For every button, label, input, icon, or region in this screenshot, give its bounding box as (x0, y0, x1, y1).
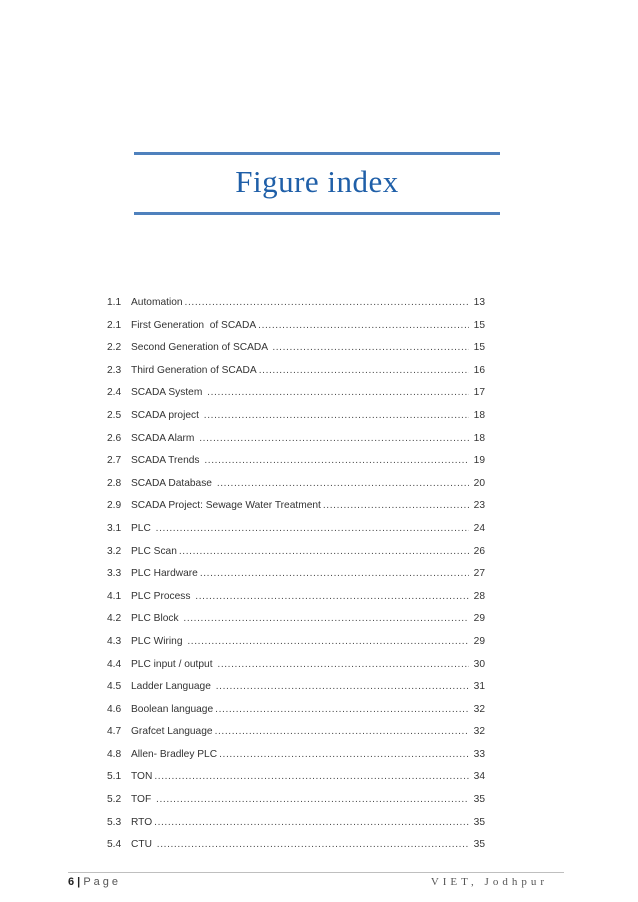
toc-entry-label: Grafcet Language (131, 726, 213, 738)
page-title: Figure index (235, 164, 399, 199)
toc-entry-number: 4.5 (107, 681, 122, 693)
toc-entry-label: PLC Hardware (131, 568, 198, 580)
toc-entry-page: 35 (473, 839, 485, 851)
toc-entry-page: 32 (473, 726, 485, 738)
toc-entry-page: 24 (473, 522, 485, 534)
toc-entry-page: 15 (473, 342, 485, 354)
toc-entry-number: 5.4 (107, 839, 122, 851)
toc-entry-label: Automation (131, 297, 183, 308)
toc-entry-number: 2.4 (107, 387, 122, 399)
toc-entry-page: 31 (473, 681, 485, 693)
toc-entry[interactable] (107, 704, 485, 727)
toc-entry-page: 13 (473, 297, 485, 308)
toc-dot-leader (219, 749, 469, 760)
footer-separator: | (74, 876, 84, 888)
toc-entry-number: 5.2 (107, 794, 122, 806)
toc-entry-page: 29 (473, 635, 485, 647)
toc-entry[interactable] (107, 771, 485, 794)
toc-dot-leader (183, 613, 469, 624)
toc-entry-page: 23 (473, 500, 485, 512)
toc-entry-page: 15 (473, 319, 485, 331)
toc-entry-label: TOF (131, 794, 155, 806)
toc-entry-number: 2.7 (107, 455, 122, 467)
toc-entry-label: RTO (131, 816, 153, 828)
toc-entry-number: 4.6 (107, 703, 122, 715)
toc-entry-label: PLC (131, 522, 154, 534)
toc-entry[interactable] (107, 523, 485, 546)
toc-entry-number: 4.3 (107, 635, 122, 647)
toc-entry-page: 34 (473, 771, 485, 783)
toc-entry-number: 3.1 (107, 522, 122, 534)
footer-page-label (68, 876, 121, 888)
toc-dot-leader (187, 636, 469, 647)
toc-dot-leader (195, 591, 469, 602)
footer-divider (68, 872, 564, 873)
toc-entry-label: First Generation of SCADA (131, 319, 257, 331)
toc-entry-label: SCADA Project: Sewage Water Treatment (131, 500, 321, 512)
toc-entry-page: 18 (473, 432, 485, 444)
toc-entry-label: Allen- Bradley PLC (131, 748, 218, 760)
toc-entry[interactable] (107, 478, 485, 501)
toc-entry[interactable] (107, 591, 485, 614)
toc-entry[interactable] (107, 817, 485, 840)
toc-dot-leader (217, 478, 469, 489)
title-rule-bottom (134, 212, 500, 215)
toc-entry-page: 17 (473, 387, 485, 399)
toc-entry[interactable] (107, 659, 485, 682)
footer-page-number: 6 (68, 876, 75, 888)
figure-index-list (107, 297, 485, 862)
toc-entry-page: 30 (473, 658, 485, 670)
toc-entry-label: PLC Block (131, 613, 182, 625)
toc-entry-page: 16 (473, 364, 485, 376)
toc-entry-label: Boolean language (131, 703, 214, 715)
toc-entry[interactable] (107, 320, 485, 343)
toc-entry-number: 4.1 (107, 590, 122, 602)
toc-dot-leader (323, 500, 469, 511)
toc-dot-leader (272, 342, 469, 353)
toc-entry-number: 4.2 (107, 613, 122, 625)
toc-entry-label: SCADA Database (131, 477, 215, 489)
toc-entry[interactable] (107, 410, 485, 433)
toc-entry-number: 4.7 (107, 726, 122, 738)
toc-entry-label: PLC input / output (131, 658, 216, 670)
toc-entry[interactable] (107, 387, 485, 410)
toc-entry[interactable] (107, 297, 485, 320)
toc-entry-label: TON (131, 771, 153, 783)
toc-dot-leader (204, 455, 469, 466)
toc-entry-page: 27 (473, 568, 485, 580)
toc-dot-leader (216, 681, 469, 692)
toc-entry[interactable] (107, 794, 485, 817)
toc-entry-page: 20 (473, 477, 485, 489)
toc-dot-leader (156, 523, 469, 534)
toc-entry-page: 29 (473, 613, 485, 625)
toc-dot-leader (215, 726, 469, 737)
toc-entry-number: 5.3 (107, 816, 122, 828)
toc-dot-leader (259, 365, 469, 376)
toc-entry[interactable] (107, 342, 485, 365)
toc-entry-label: Second Generation of SCADA (131, 342, 271, 354)
toc-dot-leader (204, 410, 469, 421)
toc-entry-label: PLC Process (131, 590, 194, 602)
toc-entry-number: 2.8 (107, 477, 122, 489)
toc-entry[interactable] (107, 455, 485, 478)
toc-entry[interactable] (107, 500, 485, 523)
toc-entry-page: 35 (473, 816, 485, 828)
toc-entry[interactable] (107, 681, 485, 704)
footer-institution: VIET, Jodhpur (430, 876, 548, 888)
toc-entry-page: 18 (473, 409, 485, 421)
toc-entry-label: SCADA project (131, 409, 202, 421)
toc-dot-leader (215, 704, 469, 715)
toc-entry-page: 26 (473, 545, 485, 557)
toc-entry-number: 4.8 (107, 748, 122, 760)
toc-dot-leader (156, 794, 469, 805)
toc-entry-label: PLC Wiring (131, 635, 186, 647)
toc-entry-label: Ladder Language (131, 681, 214, 693)
toc-dot-leader (199, 433, 469, 444)
toc-dot-leader (154, 817, 469, 828)
toc-entry-number: 1.1 (107, 297, 122, 308)
toc-entry-number: 3.2 (107, 545, 122, 557)
toc-dot-leader (179, 546, 469, 557)
toc-entry[interactable] (107, 839, 485, 862)
toc-entry-label: Third Generation of SCADA (131, 364, 257, 376)
toc-entry[interactable] (107, 365, 485, 388)
toc-entry-number: 4.4 (107, 658, 122, 670)
toc-entry-number: 2.3 (107, 364, 122, 376)
toc-dot-leader (207, 387, 469, 398)
toc-dot-leader (154, 771, 469, 782)
toc-dot-leader (258, 320, 469, 331)
toc-entry[interactable] (107, 433, 485, 456)
toc-entry-number: 3.3 (107, 568, 122, 580)
toc-entry-page: 32 (473, 703, 485, 715)
toc-entry[interactable] (107, 726, 485, 749)
toc-entry-page: 28 (473, 590, 485, 602)
title-rule-top (134, 152, 500, 155)
toc-entry-number: 2.2 (107, 342, 122, 354)
toc-entry[interactable] (107, 613, 485, 636)
toc-entry[interactable] (107, 749, 485, 772)
toc-entry-label: CTU (131, 839, 155, 851)
toc-entry-number: 2.9 (107, 500, 122, 512)
toc-entry[interactable] (107, 568, 485, 591)
toc-entry-page: 35 (473, 794, 485, 806)
footer-page-word: Page (83, 876, 122, 888)
toc-entry-number: 2.6 (107, 432, 122, 444)
toc-entry[interactable] (107, 546, 485, 569)
toc-entry-number: 2.1 (107, 319, 122, 331)
toc-entry-label: SCADA Alarm (131, 432, 198, 444)
toc-dot-leader (200, 568, 469, 579)
toc-entry-page: 33 (473, 748, 485, 760)
toc-entry-label: PLC Scan (131, 545, 177, 557)
toc-dot-leader (157, 839, 469, 850)
toc-dot-leader (217, 659, 469, 670)
toc-entry-label: SCADA Trends (131, 455, 203, 467)
toc-entry-page: 19 (473, 455, 485, 467)
toc-entry-label: SCADA System (131, 387, 206, 399)
toc-entry[interactable] (107, 636, 485, 659)
toc-entry-number: 2.5 (107, 409, 122, 421)
toc-entry-number: 5.1 (107, 771, 122, 783)
toc-dot-leader (185, 297, 469, 308)
